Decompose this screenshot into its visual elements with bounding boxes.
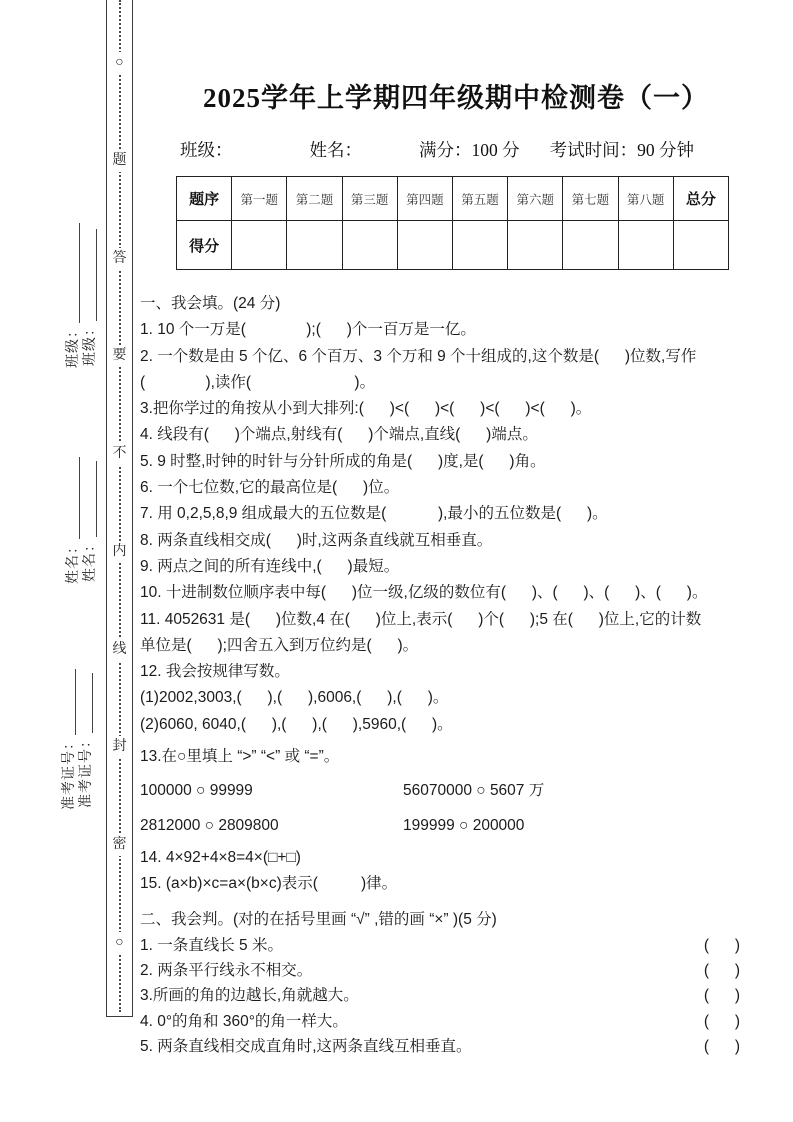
judge-item xyxy=(140,933,740,958)
section1-lines xyxy=(140,317,780,897)
question-line: 11. 4052631 是( )位数,4 在( )位上,表示( )个( );5 在( )位上,它的计数 xyxy=(140,610,702,628)
judge-item xyxy=(140,1009,740,1034)
question-line: 14. 4×92+4×8=4×(□+□) xyxy=(140,848,301,866)
question-line: 2. 一个数是由 5 个亿、6 个百万、3 个万和 9 个十组成的,这个数是( )位数,写作 xyxy=(140,347,697,365)
seal-char: 内 xyxy=(113,541,127,563)
score-table-empty-cell xyxy=(232,221,287,270)
judge-item-text: 3.所画的角的边越长,角就越大。 xyxy=(140,987,359,1005)
section-judge xyxy=(140,906,740,1059)
question-line: 4. 线段有( )个端点,射线有( )个端点,直线( )端点。 xyxy=(140,426,538,444)
score-table-question-header: 第三题 xyxy=(342,177,397,221)
sidebar-name-label xyxy=(79,461,99,582)
seal-line-characters xyxy=(107,0,132,1016)
score-table-empty-cell xyxy=(673,221,728,270)
section-fill-in xyxy=(140,291,780,898)
score-table xyxy=(176,176,729,270)
rotated-label: 班级： xyxy=(66,323,81,368)
score-table-empty-cell xyxy=(508,221,563,270)
score-table-question-header: 第七题 xyxy=(563,177,618,221)
label-underline xyxy=(78,673,93,733)
rotated-label: 姓名： xyxy=(83,537,98,582)
info-field: 班级： xyxy=(180,140,233,160)
answer-bracket: ( ) xyxy=(703,937,740,954)
label-underline xyxy=(82,461,97,537)
question-line: 单位是( );四舍五入到万位约是( )。 xyxy=(140,636,419,654)
question-line: 10. 十进制数位顺序表中每( )位一级,亿级的数位有( )、( )、( )、( )。 xyxy=(140,584,708,602)
score-table-empty-cell xyxy=(452,221,507,270)
score-table-total-header: 总分 xyxy=(673,177,728,221)
comparison-cell: 199999 ○ 200000 xyxy=(403,816,525,834)
seal-char: 要 xyxy=(113,345,127,367)
judge-item-text: 4. 0°的角和 360°的角一样大。 xyxy=(140,1012,348,1030)
comparison-row xyxy=(140,813,780,839)
label-underline xyxy=(61,669,76,735)
question-line: 13.在○里填上 “>” “<” 或 “=”。 xyxy=(140,748,340,766)
seal-char: 密 xyxy=(113,834,127,856)
question-line: 3.把你学过的角按从小到大排列:( )<( )<( )<( )<( )。 xyxy=(140,400,592,418)
comparison-row xyxy=(140,778,780,804)
question-line: 15. (a×b)×c=a×(b×c)表示( )律。 xyxy=(140,875,398,893)
question-line: 1. 10 个一万是( );( )个一百万是一亿。 xyxy=(140,321,476,339)
score-table-question-header: 第二题 xyxy=(287,177,342,221)
info-field: 满分：100 分 xyxy=(419,140,520,160)
label-underline xyxy=(65,223,80,323)
score-table-corner: 题序 xyxy=(177,177,232,221)
answer-bracket: ( ) xyxy=(703,987,740,1005)
seal-circle: ○ xyxy=(115,932,123,954)
question-line: 12. 我会按规律写数。 xyxy=(140,663,290,681)
comparison-cell: 100000 ○ 99999 xyxy=(140,782,253,800)
question-line: (1)2002,3003,( ),( ),6006,( ),( )。 xyxy=(140,689,449,707)
seal-char: 答 xyxy=(113,248,127,270)
score-table-question-header: 第一题 xyxy=(232,177,287,221)
question-line: ( ),读作( )。 xyxy=(140,373,376,391)
rotated-label: 准考证号： xyxy=(62,735,77,810)
info-field: 考试时间：90 分钟 xyxy=(549,140,694,160)
question-line: 7. 用 0,2,5,8,9 组成最大的五位数是( ),最小的五位数是( )。 xyxy=(140,505,608,523)
judge-item-text: 1. 一条直线长 5 米。 xyxy=(140,937,283,954)
score-table-empty-cell xyxy=(397,221,452,270)
answer-bracket: ( ) xyxy=(703,1012,740,1030)
score-table-question-header: 第四题 xyxy=(397,177,452,221)
judge-item-text: 5. 两条直线相交成直角时,这两条直线互相垂直。 xyxy=(140,1037,472,1055)
question-line: (2)6060, 6040,( ),( ),( ),5960,( )。 xyxy=(140,715,453,733)
comparison-cell: 56070000 ○ 5607 万 xyxy=(403,782,545,800)
info-field: 姓名： xyxy=(309,140,362,160)
rotated-label: 班级： xyxy=(83,321,98,366)
exam-info-line xyxy=(140,137,772,162)
seal-line-band xyxy=(106,0,133,1017)
score-table-empty-cell xyxy=(287,221,342,270)
section2-title: 二、我会判。(对的在括号里画 “√” ,错的画 “×” )(5 分) xyxy=(140,911,497,928)
exam-title: 2025学年上学期四年级期中检测卷（一） xyxy=(203,83,709,113)
seal-char: 不 xyxy=(113,443,127,465)
seal-char: 封 xyxy=(113,736,127,758)
score-table-question-header: 第五题 xyxy=(452,177,507,221)
question-line: 8. 两条直线相交成( )时,这两条直线就互相垂直。 xyxy=(140,531,493,549)
score-table-empty-cell xyxy=(342,221,397,270)
judge-item xyxy=(140,983,740,1008)
sidebar-admission-number-label xyxy=(75,673,95,808)
seal-circle: ○ xyxy=(115,52,123,74)
seal-char: 线 xyxy=(113,639,127,661)
label-underline xyxy=(65,457,80,539)
score-table-score-label: 得分 xyxy=(177,221,232,270)
sidebar-class-label xyxy=(79,229,99,366)
answer-bracket: ( ) xyxy=(703,1037,740,1055)
question-line: 6. 一个七位数,它的最高位是( )位。 xyxy=(140,479,400,497)
question-line: 9. 两点之间的所有连线中,( )最短。 xyxy=(140,557,400,575)
score-table-empty-cell xyxy=(563,221,618,270)
comparison-cell: 2812000 ○ 2809800 xyxy=(140,816,279,834)
score-table-empty-cell xyxy=(618,221,673,270)
question-line: 5. 9 时整,时钟的时针与分针所成的角是( )度,是( )角。 xyxy=(140,452,546,470)
score-table-question-header: 第六题 xyxy=(508,177,563,221)
rotated-label: 姓名： xyxy=(66,539,81,584)
label-underline xyxy=(82,229,97,321)
judge-item-text: 2. 两条平行线永不相交。 xyxy=(140,962,313,980)
main-content xyxy=(140,0,772,270)
section1-title: 一、我会填。(24 分) xyxy=(140,295,281,312)
answer-bracket: ( ) xyxy=(703,962,740,980)
judge-item xyxy=(140,958,740,983)
score-table-question-header: 第八题 xyxy=(618,177,673,221)
seal-char: 题 xyxy=(113,150,127,172)
judge-item xyxy=(140,1034,740,1059)
section2-items xyxy=(140,933,740,1059)
rotated-label: 准考证号： xyxy=(79,733,94,808)
